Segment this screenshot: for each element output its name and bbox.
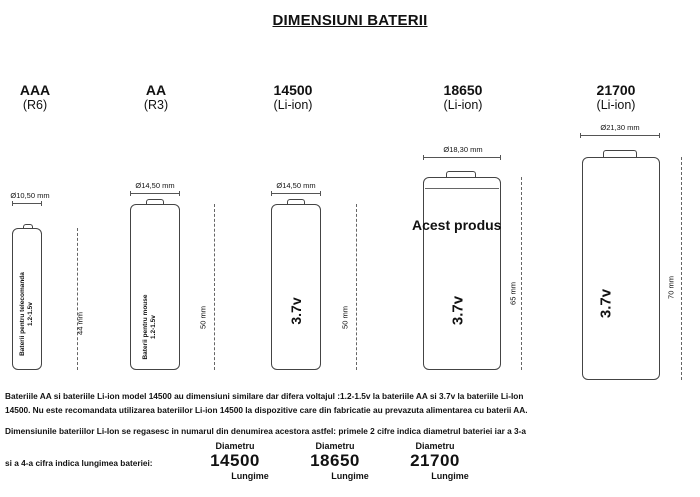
battery-aaa-diameter: Ø10,50 mm [10,191,50,200]
battery-18650-ring [425,188,499,189]
battery-18650-name: 18650 [443,82,483,98]
battery-21700-voltage: 3.7v [597,288,615,319]
battery-18650-callout: Acest produs [412,217,502,233]
battery-aa-height-line [214,204,215,370]
battery-14500-length: 50 mm [340,306,350,329]
battery-21700-sub: (Li-ion) [596,98,636,112]
battery-aaa-length: 44 mm [75,312,85,335]
decode-example-14500: Diametru 14500 Lungime [210,441,269,481]
battery-14500-height-line [356,204,357,370]
page-title: DIMENSIUNI BATERII [272,12,428,29]
battery-14500-body [271,204,321,370]
battery-21700-body [582,157,660,380]
battery-aa-length: 50 mm [198,306,208,329]
battery-14500-diameter: Ø14,50 mm [276,181,316,190]
battery-aa-diameter: Ø14,50 mm [135,181,175,190]
battery-18650-diameter-line [423,157,501,158]
battery-18650-sub: (Li-ion) [443,98,483,112]
battery-21700-diameter: Ø21,30 mm [600,123,640,132]
battery-14500-name: 14500 [273,82,313,98]
battery-aa-sub: (R3) [143,98,169,112]
battery-18650-body [423,177,501,370]
battery-aaa-label: Baterii pentru telecomanda 1.2-1.5v [19,272,34,356]
battery-aaa-sub: (R6) [22,98,48,112]
note-paragraph-2-line1: Dimensiunile bateriilor Li-Ion se regasesc in numarul din denumirea acestora astfel: primele 2 cifre indica diametrul bateriei iar a 3-a [5,426,527,436]
battery-18650-length: 65 mm [508,282,518,305]
note-paragraph-1: Bateriile AA si bateriile Li-ion model 14500 au dimensiuni similare dar difera voltajul :1.2-1.5v la bateriile AA si 3.7v la bateriile Li-Ion 14500. Nu este recomandata utilizarea bateriilor Li-ion 14500 la dispozitive care din fabricatie au prevazuta alimentarea cu baterii AA. [5,391,528,415]
battery-14500-sub: (Li-ion) [273,98,313,112]
battery-21700-length: 70 mm [666,276,676,299]
battery-aaa-diameter-line [12,203,42,204]
battery-aa-diameter-line [130,193,180,194]
battery-18650-height-line [521,177,522,370]
battery-aa-name: AA [145,82,167,98]
battery-14500-voltage: 3.7v [288,297,304,325]
decode-example-21700: Diametru 21700 Lungime [410,441,469,481]
battery-21700-height-line [681,157,682,380]
note-paragraph-2-line2: si a 4-a cifra indica lungimea bateriei: [5,458,153,468]
battery-21700-name: 21700 [596,82,636,98]
battery-18650-diameter: Ø18,30 mm [443,145,483,154]
battery-aaa-height-line [77,228,78,370]
battery-aa-label: Baterii pentru mouse 1.2-1.5v [142,294,157,360]
battery-aaa-name: AAA [19,82,51,98]
battery-18650-voltage: 3.7v [449,295,467,326]
battery-21700-diameter-line [580,135,660,136]
decode-example-18650: Diametru 18650 Lungime [310,441,369,481]
battery-14500-diameter-line [271,193,321,194]
